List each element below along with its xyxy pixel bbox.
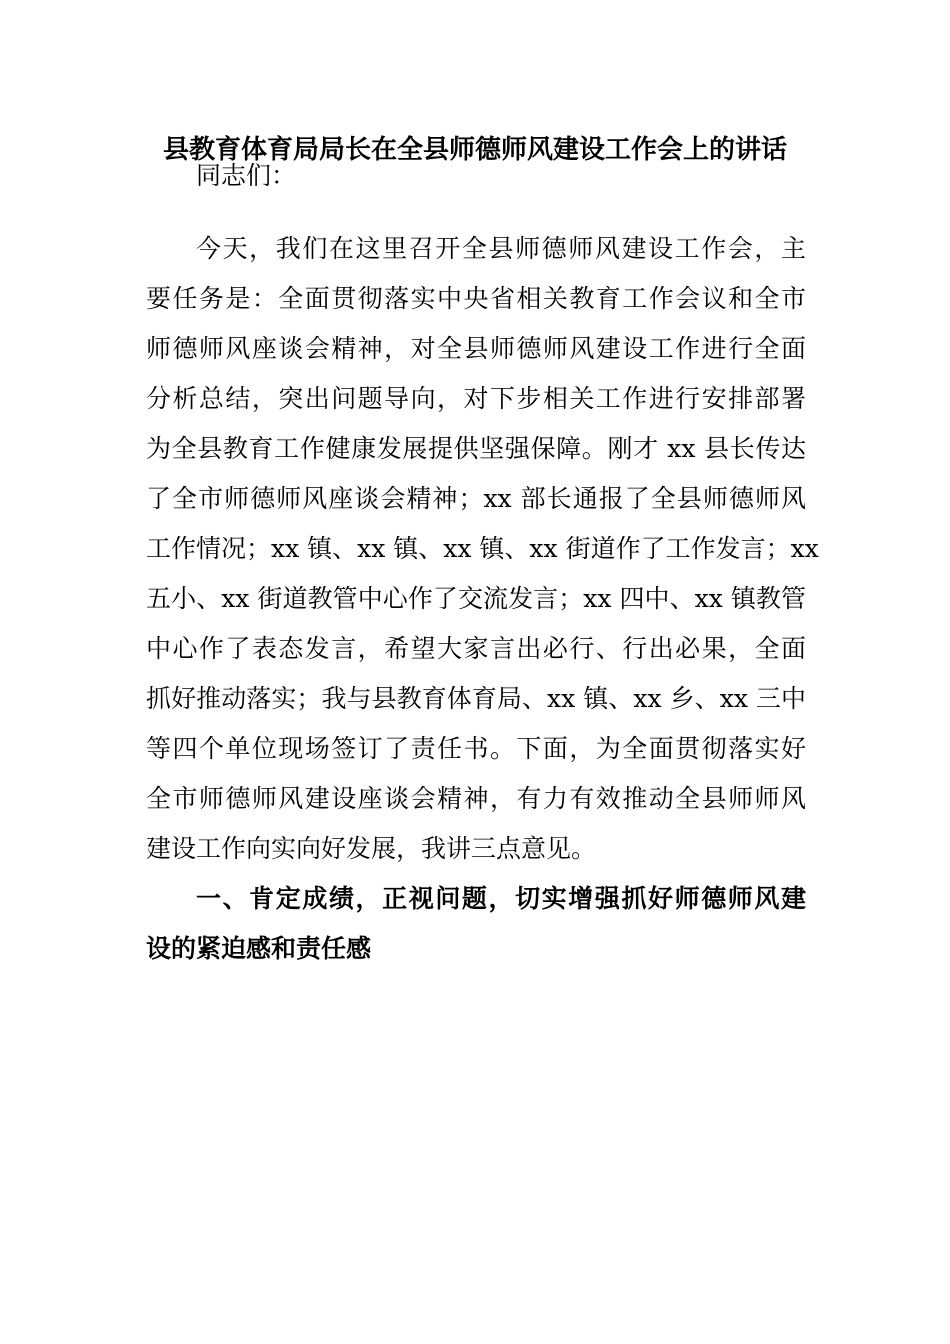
section-heading	[146, 874, 806, 974]
heading-line: 一、肯定成绩，正视问题，切实增强抓好师德师风建	[196, 884, 806, 913]
body-line: 分析总结，突出问题导向，对下步相关工作进行安排部署	[146, 384, 806, 413]
body-line: 全市师德师风建设座谈会精神，有力有效推动全县师师风	[146, 784, 806, 813]
body-line: 建设工作向实向好发展，我讲三点意见。	[146, 834, 597, 863]
body-line: 五小、xx 街道教管中心作了交流发言；xx 四中、xx 镇教管	[146, 584, 806, 613]
body-line: 为全县教育工作健康发展提供坚强保障。刚才 xx 县长传达	[146, 434, 806, 463]
body-line: 了全市师德师风座谈会精神；xx 部长通报了全县师德师风	[146, 484, 806, 513]
body-line: 中心作了表态发言，希望大家言出必行、行出必果，全面	[146, 634, 806, 663]
salutation: 同志们：	[196, 161, 297, 190]
body-line: 今天，我们在这里召开全县师德师风建设工作会，主	[196, 234, 806, 263]
body-line: 工作情况；xx 镇、xx 镇、xx 镇、xx 街道作了工作发言；xx	[146, 534, 819, 563]
body-line: 要任务是：全面贯彻落实中央省相关教育工作会议和全市	[146, 284, 806, 313]
body-paragraph	[146, 224, 819, 874]
document-title: 县教育体育局局长在全县师德师风建设工作会上的讲话	[162, 135, 787, 165]
body-line: 抓好推动落实；我与县教育体育局、xx 镇、xx 乡、xx 三中	[146, 684, 806, 713]
body-line: 等四个单位现场签订了责任书。下面，为全面贯彻落实好	[146, 734, 806, 763]
body-line: 师德师风座谈会精神，对全县师德师风建设工作进行全面	[146, 334, 806, 363]
heading-line: 设的紧迫感和责任感	[146, 934, 372, 963]
